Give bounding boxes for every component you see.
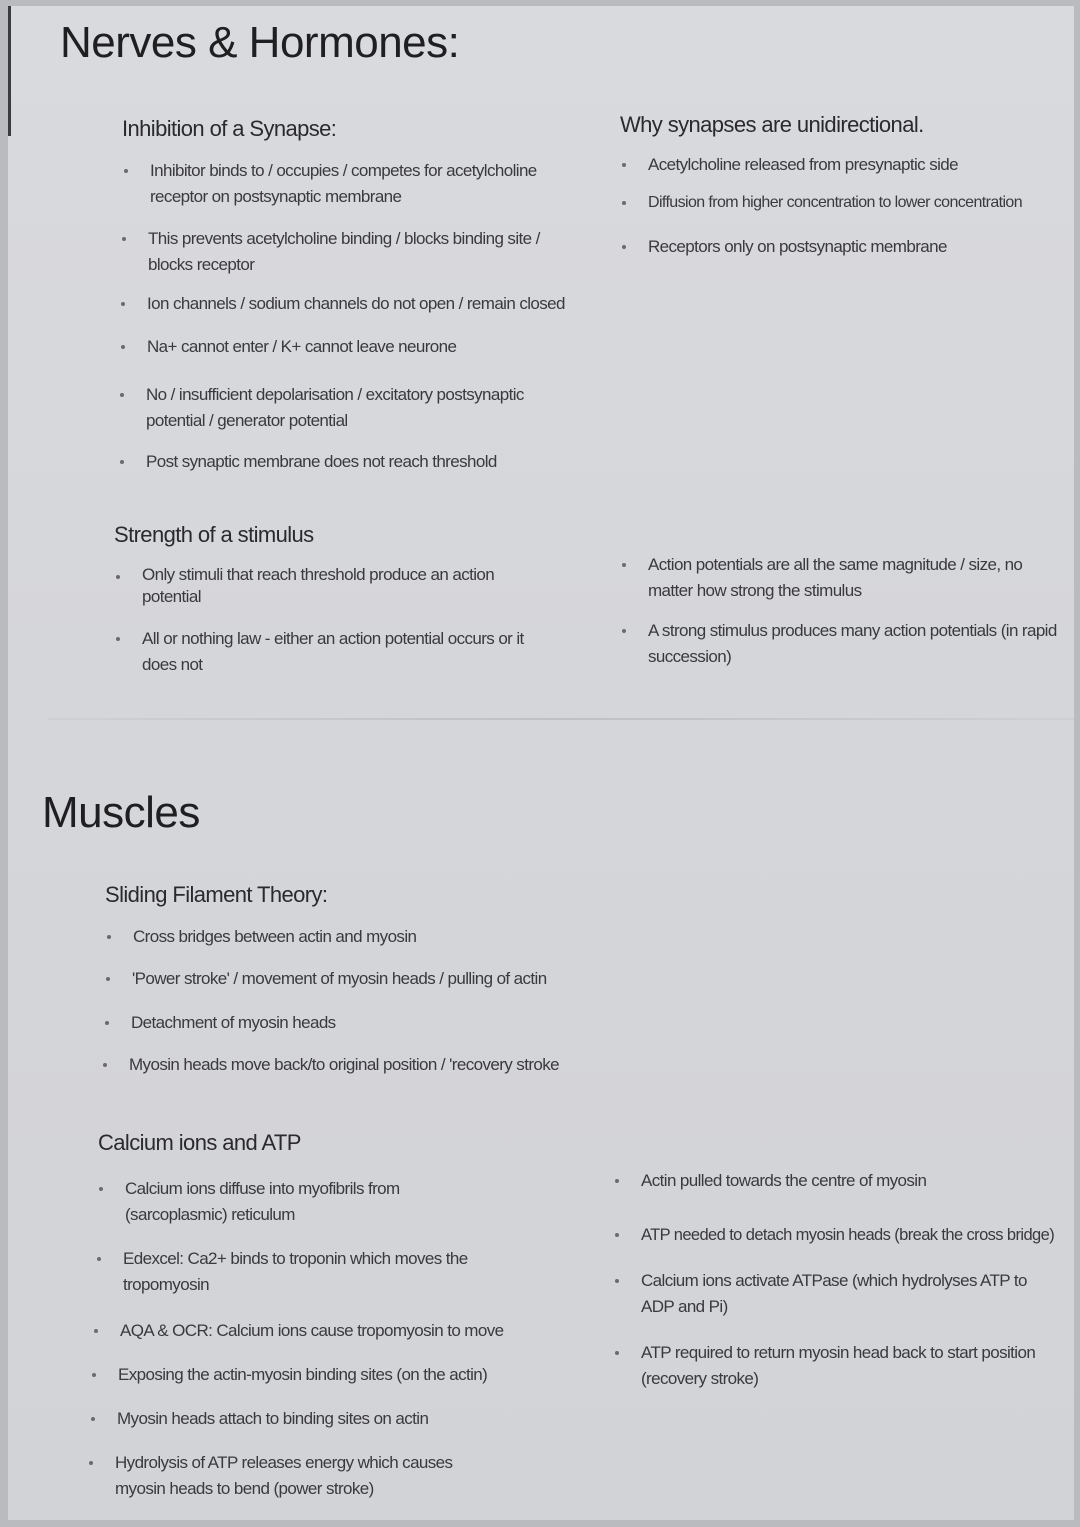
bullet-icon: [622, 245, 626, 249]
list-item: Only stimuli that reach threshold produce an action potential: [142, 564, 522, 608]
unidirectional-title: Why synapses are unidirectional.: [620, 112, 924, 137]
bullet-icon: [91, 1417, 95, 1421]
page-edge-shadow: [8, 6, 11, 136]
list-item: Myosin heads attach to binding sites on actin: [117, 1406, 537, 1432]
bullet-icon: [116, 575, 120, 579]
bullet-icon: [120, 460, 124, 464]
list-item: Calcium ions diffuse into myofibrils from (sarcoplasmic) reticulum: [125, 1176, 505, 1228]
list-item: Ion channels / sodium channels do not open / remain closed: [147, 291, 567, 317]
list-item: Detachment of myosin heads: [131, 1010, 551, 1036]
list-item: Na+ cannot enter / K+ cannot leave neurone: [147, 334, 567, 360]
bullet-icon: [615, 1179, 619, 1183]
bullet-icon: [121, 345, 125, 349]
list-item: Myosin heads move back/to original position / 'recovery stroke: [129, 1052, 569, 1078]
list-item: ATP needed to detach myosin heads (break the cross bridge): [641, 1222, 1071, 1248]
list-item: Cross bridges between actin and myosin: [133, 924, 553, 950]
bullet-icon: [97, 1257, 101, 1261]
bullet-icon: [622, 563, 626, 567]
list-item: ATP required to return myosin head back to start position (recovery stroke): [641, 1340, 1061, 1392]
list-item: Inhibitor binds to / occupies / competes for acetylcholine receptor on postsynaptic membrane: [150, 158, 550, 210]
bullet-icon: [615, 1233, 619, 1237]
list-item: This prevents acetylcholine binding / blocks binding site / blocks receptor: [148, 226, 548, 278]
bullet-icon: [116, 637, 120, 641]
list-item: 'Power stroke' / movement of myosin heads / pulling of actin: [132, 966, 562, 992]
bullet-icon: [106, 977, 110, 981]
list-item: Action potentials are all the same magnitude / size, no matter how strong the stimulus: [648, 552, 1048, 604]
bullet-icon: [107, 935, 111, 939]
list-item: Actin pulled towards the centre of myosin: [641, 1168, 1061, 1194]
bullet-icon: [622, 629, 626, 633]
bullet-icon: [622, 201, 626, 205]
bullet-icon: [120, 393, 124, 397]
inhibition-title: Inhibition of a Synapse:: [122, 116, 337, 141]
calcium-atp-title: Calcium ions and ATP: [98, 1130, 301, 1155]
bullet-icon: [121, 302, 125, 306]
stimulus-title: Strength of a stimulus: [114, 522, 314, 547]
bullet-icon: [92, 1373, 96, 1377]
list-item: All or nothing law - either an action potential occurs or it does not: [142, 626, 542, 678]
section-divider: [48, 718, 1074, 720]
bullet-icon: [615, 1351, 619, 1355]
list-item: A strong stimulus produces many action potentials (in rapid succession): [648, 618, 1068, 670]
list-item: Exposing the actin-myosin binding sites (on the actin): [118, 1362, 538, 1388]
list-item: Diffusion from higher concentration to lower concentration: [648, 190, 1068, 216]
list-item: Hydrolysis of ATP releases energy which causes myosin heads to bend (power stroke): [115, 1450, 505, 1502]
list-item: Receptors only on postsynaptic membrane: [648, 234, 1068, 260]
bullet-icon: [103, 1063, 107, 1067]
bullet-icon: [99, 1187, 103, 1191]
bullet-icon: [89, 1461, 93, 1465]
list-item: Post synaptic membrane does not reach threshold: [146, 449, 566, 475]
nerves-hormones-heading: Nerves & Hormones:: [60, 18, 460, 67]
bullet-icon: [615, 1279, 619, 1283]
bullet-icon: [124, 169, 128, 173]
list-item: Acetylcholine released from presynaptic side: [648, 152, 1068, 178]
bullet-icon: [105, 1021, 109, 1025]
list-item: No / insufficient depolarisation / excitatory postsynaptic potential / generator potential: [146, 382, 546, 434]
muscles-heading: Muscles: [42, 788, 200, 837]
list-item: AQA & OCR: Calcium ions cause tropomyosin to move: [120, 1318, 540, 1344]
bullet-icon: [622, 163, 626, 167]
list-item: Calcium ions activate ATPase (which hydrolyses ATP to ADP and Pi): [641, 1268, 1061, 1320]
bullet-icon: [94, 1329, 98, 1333]
sliding-filament-title: Sliding Filament Theory:: [105, 882, 328, 907]
list-item: Edexcel: Ca2+ binds to troponin which moves the tropomyosin: [123, 1246, 483, 1298]
notes-page: [8, 6, 1074, 1520]
bullet-icon: [122, 237, 126, 241]
